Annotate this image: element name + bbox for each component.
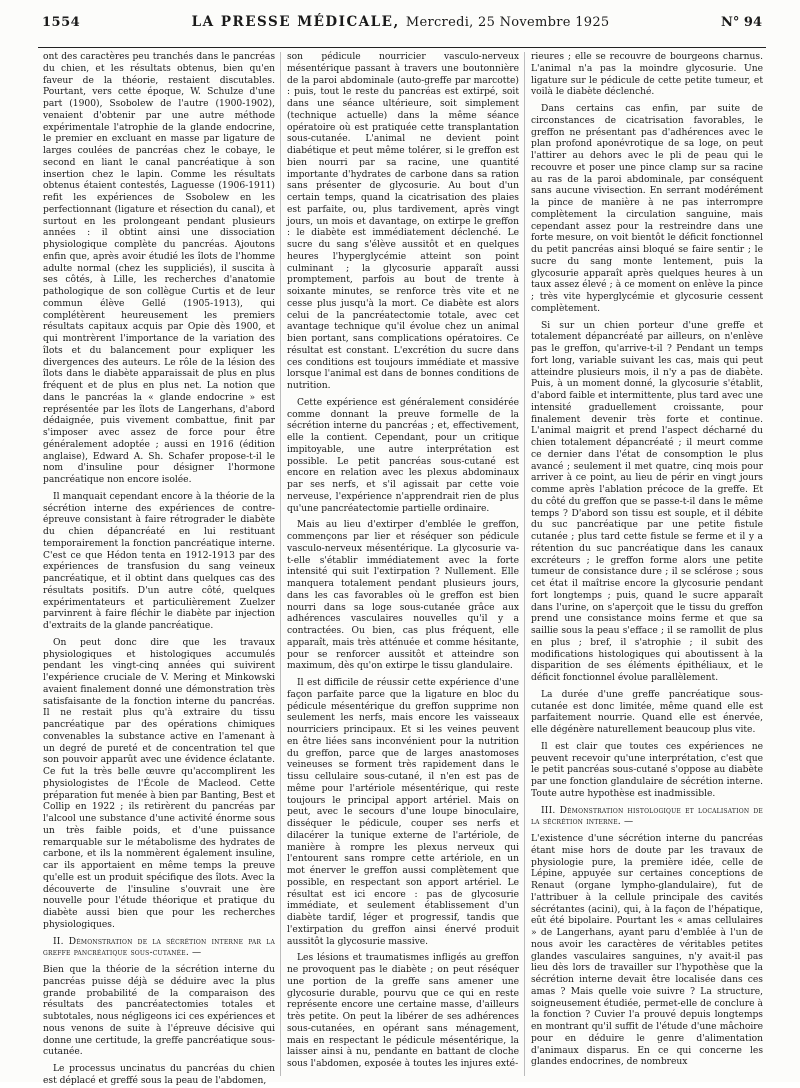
paragraph: Il manquait cependant encore à la théorie de la sécrétion interne des expériences de contre-épreuve consistant à faire rétrograder le diabète du chien dépancréaté en lui restituant temporairement la fonction pancréatique interne. C'est ce que Hédon tenta en 1912-1913 par des expériences de transfusion du sang veineux pancréatique, et il obtint dans quelques cas des résultats positifs. D'un autre côté, quelques expérimentateurs et particulièrement Zuelzer parvinrent à faire fléchir le diabète par injection d'extraits de la glande pancréatique. (43, 491, 275, 631)
section-heading: II. Démonstration de la sécrétion interne par la greffe pancréatique sous-cutanée. — (43, 936, 275, 959)
header-rule (38, 47, 766, 48)
column-1 (43, 52, 275, 1086)
paragraph: Mais au lieu d'extirper d'emblée le greffon, commençons par lier et réséquer son pédicule vasculo-nerveux mésentérique. La glycosurie va-t-elle s'établir immédiatement avec la forte intensité qui suit l'extirpation ? Nullement. Elle manquera totalement pendant plusieurs jours, dans les cas favorables où le greffon est bien nourri dans sa loge sous-cutanée grâce aux adhérences vasculaires nouvelles qu'il y a contractées. Ou bien, cas plus fréquent, elle apparaît, mais très atténuée et comme hésitante, pour se renforcer aussitôt et atteindre son maximum, dès qu'on extirpe le tissu glandulaire. (287, 520, 519, 672)
paragraph: Il est difficile de réussir cette expérience d'une façon parfaite parce que la ligature en bloc du pédicule mésentérique du greffon supprime non seulement les nerfs, mais encore les vaisseaux nourriciers principaux. Et si les veines peuvent en être liées sans inconvénient pour la nutrition du greffon, parce que de larges anastomoses veineuses se forment très rapidement dans le tissu cellulaire sous-cutané, il n'en est pas de même pour l'artériole mésentérique, qui reste toujours le principal apport artériel. Mais on peut, avec le secours d'une loupe binoculaire, disséquer le pédicule, couper ses nerfs et dilacérer la tunique externe de l'artériole, de manière à rompre les plexus nerveux qui l'entourent sans rompre cette artériole, en un mot énerver le greffon aussi complètement que possible, en respectant son apport artériel. Le résultat est ici encore : pas de glycosurie immédiate, et seulement établissement d'un diabète tardif, léger et progressif, tandis que l'extirpation du greffon ainsi énervé produit aussitôt la glycosurie massive. (287, 678, 519, 947)
issue-date: Mercredi, 25 Novembre 1925 (405, 15, 610, 30)
column-separator (280, 52, 281, 1076)
section-heading: III. Démonstration histologique et localisation de la sécrétion interne. — (531, 805, 763, 828)
column-3 (531, 52, 763, 1076)
paragraph: La durée d'une greffe pancréatique sous-cutanée est donc limitée, même quand elle est parfaitement nourrie. Quand elle est énervée, elle dégénère naturellement beaucoup plus vite. (531, 689, 763, 735)
paragraph: son pédicule nourricier vasculo-nerveux mésentérique passant à travers une boutonnière de la paroi abdominale (auto-greffe par marcotte) : puis, tout le reste du pancréas est extirpé, soit dans une séance ultérieure, soit simplement (technique actuelle) dans la même séance opératoire où est pratiquée cette transplantation sous-cutanée. L'animal ne devient point diabétique et peut même tolérer, si le greffon est bien nourri par sa racine, une quantité importante d'hydrates de carbone dans sa ration sans présenter de glycosurie. Au bout d'un certain temps, quand la cicatrisation des plaies est parfaite, ou, plus tardivement, après vingt jours, un mois et davantage, on extirpe le greffon : le diabète est immédiatement déclenché. Le sucre du sang s'élève aussitôt et en quelques heures l'hyperglycémie atteint son point culminant ; la glycosurie apparaît aussi promptement, parfois au bout de trente à soixante minutes, se renforce très vite et ne cesse plus jusqu'à la mort. Ce diabète est alors celui de la pancréatectomie totale, avec cet avantage technique qu'il évolue chez un animal bien portant, sans complications opératoires. Ce résultat est constant. L'excrétion du sucre dans ces conditions est toujours immédiate et massive lorsque l'animal est dans de bonnes conditions de nutrition. (287, 52, 519, 391)
paragraph: Cette expérience est généralement considérée comme donnant la preuve formelle de la sécrétion interne du pancréas ; et, effectivement, elle la contient. Cependant, pour un critique impitoyable, une autre interprétation est possible. Le petit pancréas sous-cutané est encore en relation avec les plexus abdominaux par ses nerfs, et s'il agissait par cette voie nerveuse, l'expérience n'apprendrait rien de plus qu'une pancréatectomie partielle ordinaire. (287, 397, 519, 514)
page-header (42, 14, 762, 44)
paragraph: Il est clair que toutes ces expériences ne peuvent recevoir qu'une interprétation, c'est que le petit pancréas sous-cutané s'oppose au diabète par une fonction glandulaire de sécrétion interne. Toute autre hypothèse est inadmissible. (531, 741, 763, 799)
paragraph: Les lésions et traumatismes infligés au greffon ne provoquent pas le diabète ; on peut réséquer une portion de la greffe sans amener une glycosurie durable, pourvu que ce qui en reste représente encore une certaine masse, d'ailleurs très petite. On peut la libérer de ses adhérences sous-cutanées, en opérant sans ménagement, mais en respectant le pédicule mésentérique, la laisser ainsi à nu, pendante en battant de cloche sous l'abdomen, exposée à toutes les injures exté- (287, 953, 519, 1069)
column-2 (287, 52, 519, 1076)
paragraph: L'existence d'une sécrétion interne du pancréas étant mise hors de doute par les travaux de physiologie pure, la première idée, celle de Lépine, appuyée sur certaines conceptions de Renaut (organe lympho-glandulaire), fut de l'attribuer à la cellule principale des cavités sécrétantes (acini), qui, à la façon de l'hépatique, eût été bipolaire. Pourtant les « amas cellulaires » de Langerhans, ayant paru d'emblée à l'un de nous avoir les caractères de véritables petites glandes vasculaires sanguines, n'y avait-il pas lieu dès lors de travailler sur l'hypothèse que la sécrétion interne devait être localisée dans ces amas ? Mais quelle voie suivre ? La structure, soigneusement étudiée, permet-elle de conclure à la fonction ? Cuvier l'a prouvé depuis longtemps en montrant qu'il suffit de l'étude d'une mâchoire pour en déduire le genre d'alimentation d'animaux disparus. En ce qui concerne les glandes endocrines, de nombreux (531, 834, 763, 1068)
journal-title-line (192, 14, 610, 30)
journal-name: LA PRESSE MÉDICALE, (191, 14, 400, 30)
page-number: 1554 (42, 15, 81, 30)
paragraph: ont des caractères peu tranchés dans le pancréas du chien, et les résultats obtenus, bien qu'en faveur de la théorie, restaient discutables. Pourtant, vers cette époque, W. Schulze d'une part (1900), Ssobolew de l'autre (1900-1902), venaient d'obtenir par une autre méthode expérimentale l'atrophie de la glande endocrine, le premier en excluant en masse par ligature de larges coulées de pancréas chez le cobaye, le second en liant le canal pancréatique à son insertion chez le lapin. Comme les résultats obtenus étaient contestés, Laguesse (1906-1911) refit les expériences de Ssobolew en les perfectionnant (ligature et résection du canal), et surtout en les prolongeant pendant plusieurs années : il obtint ainsi une dissociation physiologique complète du pancréas. Ajoutons enfin que, après avoir étudié les îlots de l'homme adulte normal (chez les suppliciés), il suscita à ses côtés, à Lille, les recherches d'anatomie pathologique de son collègue Curtis et de leur commun élève Gellé (1905-1913), qui complétèrent heureusement les premiers résultats capitaux acquis par Opie dès 1900, et qui montrèrent l'importance de la variation des îlots et du balancement pour expliquer les divergences des auteurs. Le rôle de la lésion des îlots dans le diabète apparaissait de plus en plus fréquent et de plus en plus net. La notion que dans le pancréas la « glande endocrine » est représentée par les îlots de Langerhans, d'abord dédaignée, puis vivement combattue, finit par s'imposer avec assez de force pour être généralement adoptée ; aussi en 1916 (édition anglaise), Edward A. Sh. Schafer propose-t-il le nom d'insuline pour désigner l'hormone pancréatique non encore isolée. (43, 52, 275, 485)
paragraph: Le processus uncinatus du pancréas du chien est déplacé et greffé sous la peau de l'abdomen, (43, 1064, 275, 1086)
paragraph: rieures ; elle se recouvre de bourgeons charnus. L'animal n'a pas la moindre glycosurie. Une ligature sur le pédicule de cette petite tumeur, et voilà le diabète déclenché. (531, 52, 763, 98)
paragraph: Dans certains cas enfin, par suite de circonstances de cicatrisation favorables, le greffon ne présentant pas d'adhérences avec le plan profond aponévrotique de sa loge, on peut l'attirer au dehors avec le pli de peau qui le recouvre et poser une pince clamp sur sa racine au ras de la paroi abdominale, par conséquent sans aucune vivisection. En serrant modérément la pince de manière à ne pas interrompre complètement la circulation sanguine, mais cependant assez pour la restreindre dans une forte mesure, on voit bientôt le déficit fonctionnel du petit pancréas ainsi bloqué se faire sentir ; le sucre du sang monte lentement, puis la glycosurie apparaît après quelques heures à un taux assez élevé ; à ce moment on enlève la pince ; très vite hyperglycémie et glycosurie cessent complètement. (531, 104, 763, 314)
paragraph: Bien que la théorie de la sécrétion interne du pancréas puisse déjà se déduire avec la plus grande probabilité de la comparaison des résultats des pancréatectomies totales et subtotales, nous négligeons ici ces expériences et nous venons de suite à l'épreuve décisive qui donne une certitude, la greffe pancréatique sous-cutanée. (43, 965, 275, 1058)
paragraph: Si sur un chien porteur d'une greffe et totalement dépancréaté par ailleurs, on n'enlève pas le greffon, qu'arrive-t-il ? Pendant un temps fort long, variable suivant les cas, mais qui peut atteindre plusieurs mois, il n'y a pas de diabète. Puis, à un moment donné, la glycosurie s'établit, d'abord faible et intermittente, plus tard avec une intensité graduellement croissante, pour finalement devenir très forte et continue. L'animal maigrit et prend l'aspect décharné du chien totalement dépancréaté ; il meurt comme ce dernier dans l'état de consomption le plus avancé ; seulement il met quatre, cinq mois pour arriver à ce point, au lieu de périr en vingt jours comme après l'ablation précoce de la greffe. Et du côté du greffon que se passe-t-il dans le même temps ? D'abord son tissu est souple, et il débite du suc pancréatique par une petite fistule cutanée ; plus tard cette fistule se ferme et il y a rétention du suc pancréatique dans les canaux excréteurs ; le greffon forme alors une petite tumeur de consistance dure ; il se sclérose ; sous cet état il maîtrise encore la glycosurie pendant fort longtemps ; puis, quand le sucre apparaît dans l'urine, on s'aperçoit que le tissu du greffon prend une consistance moins ferme et que sa saillie sous la peau s'efface ; il se ramollit de plus en plus ; bref, il s'atrophie ; il subit des modifications histologiques qui aboutissent à la disparition de ses éléments épithéliaux, et le déficit fonctionnel évolue parallèlement. (531, 320, 763, 683)
paragraph: On peut donc dire que les travaux physiologiques et histologiques accumulés pendant les vingt-cinq années qui suivirent l'expérience cruciale de V. Mering et Minkowski avaient finalement donné une démonstration très satisfaisante de la fonction interne du pancréas. Il ne restait plus qu'à extraire du tissu pancréatique par des opérations chimiques convenables la substance active en l'amenant à un degré de pureté et de concentration tel que son pouvoir apparût avec une évidence éclatante. Ce fut la très belle œuvre qu'accomplirent les physiologistes de l'École de Macleod. Cette préparation fut menée à bien par Banting, Best et Collip en 1922 ; ils retirèrent du pancréas par l'alcool une substance d'une activité énorme sous un très faible poids, et d'une puissance remarquable sur le métabolisme des hydrates de carbone, et ils la nommèrent également insuline, car ils apportaient en même temps la preuve qu'elle est un produit spécifique des îlots. Avec la découverte de l'insuline s'ouvrait une ère nouvelle pour l'étude théorique et pratique du diabète aussi bien que pour les recherches physiologiques. (43, 637, 275, 930)
issue-number: N° 94 (720, 15, 762, 30)
column-separator (524, 52, 525, 1076)
